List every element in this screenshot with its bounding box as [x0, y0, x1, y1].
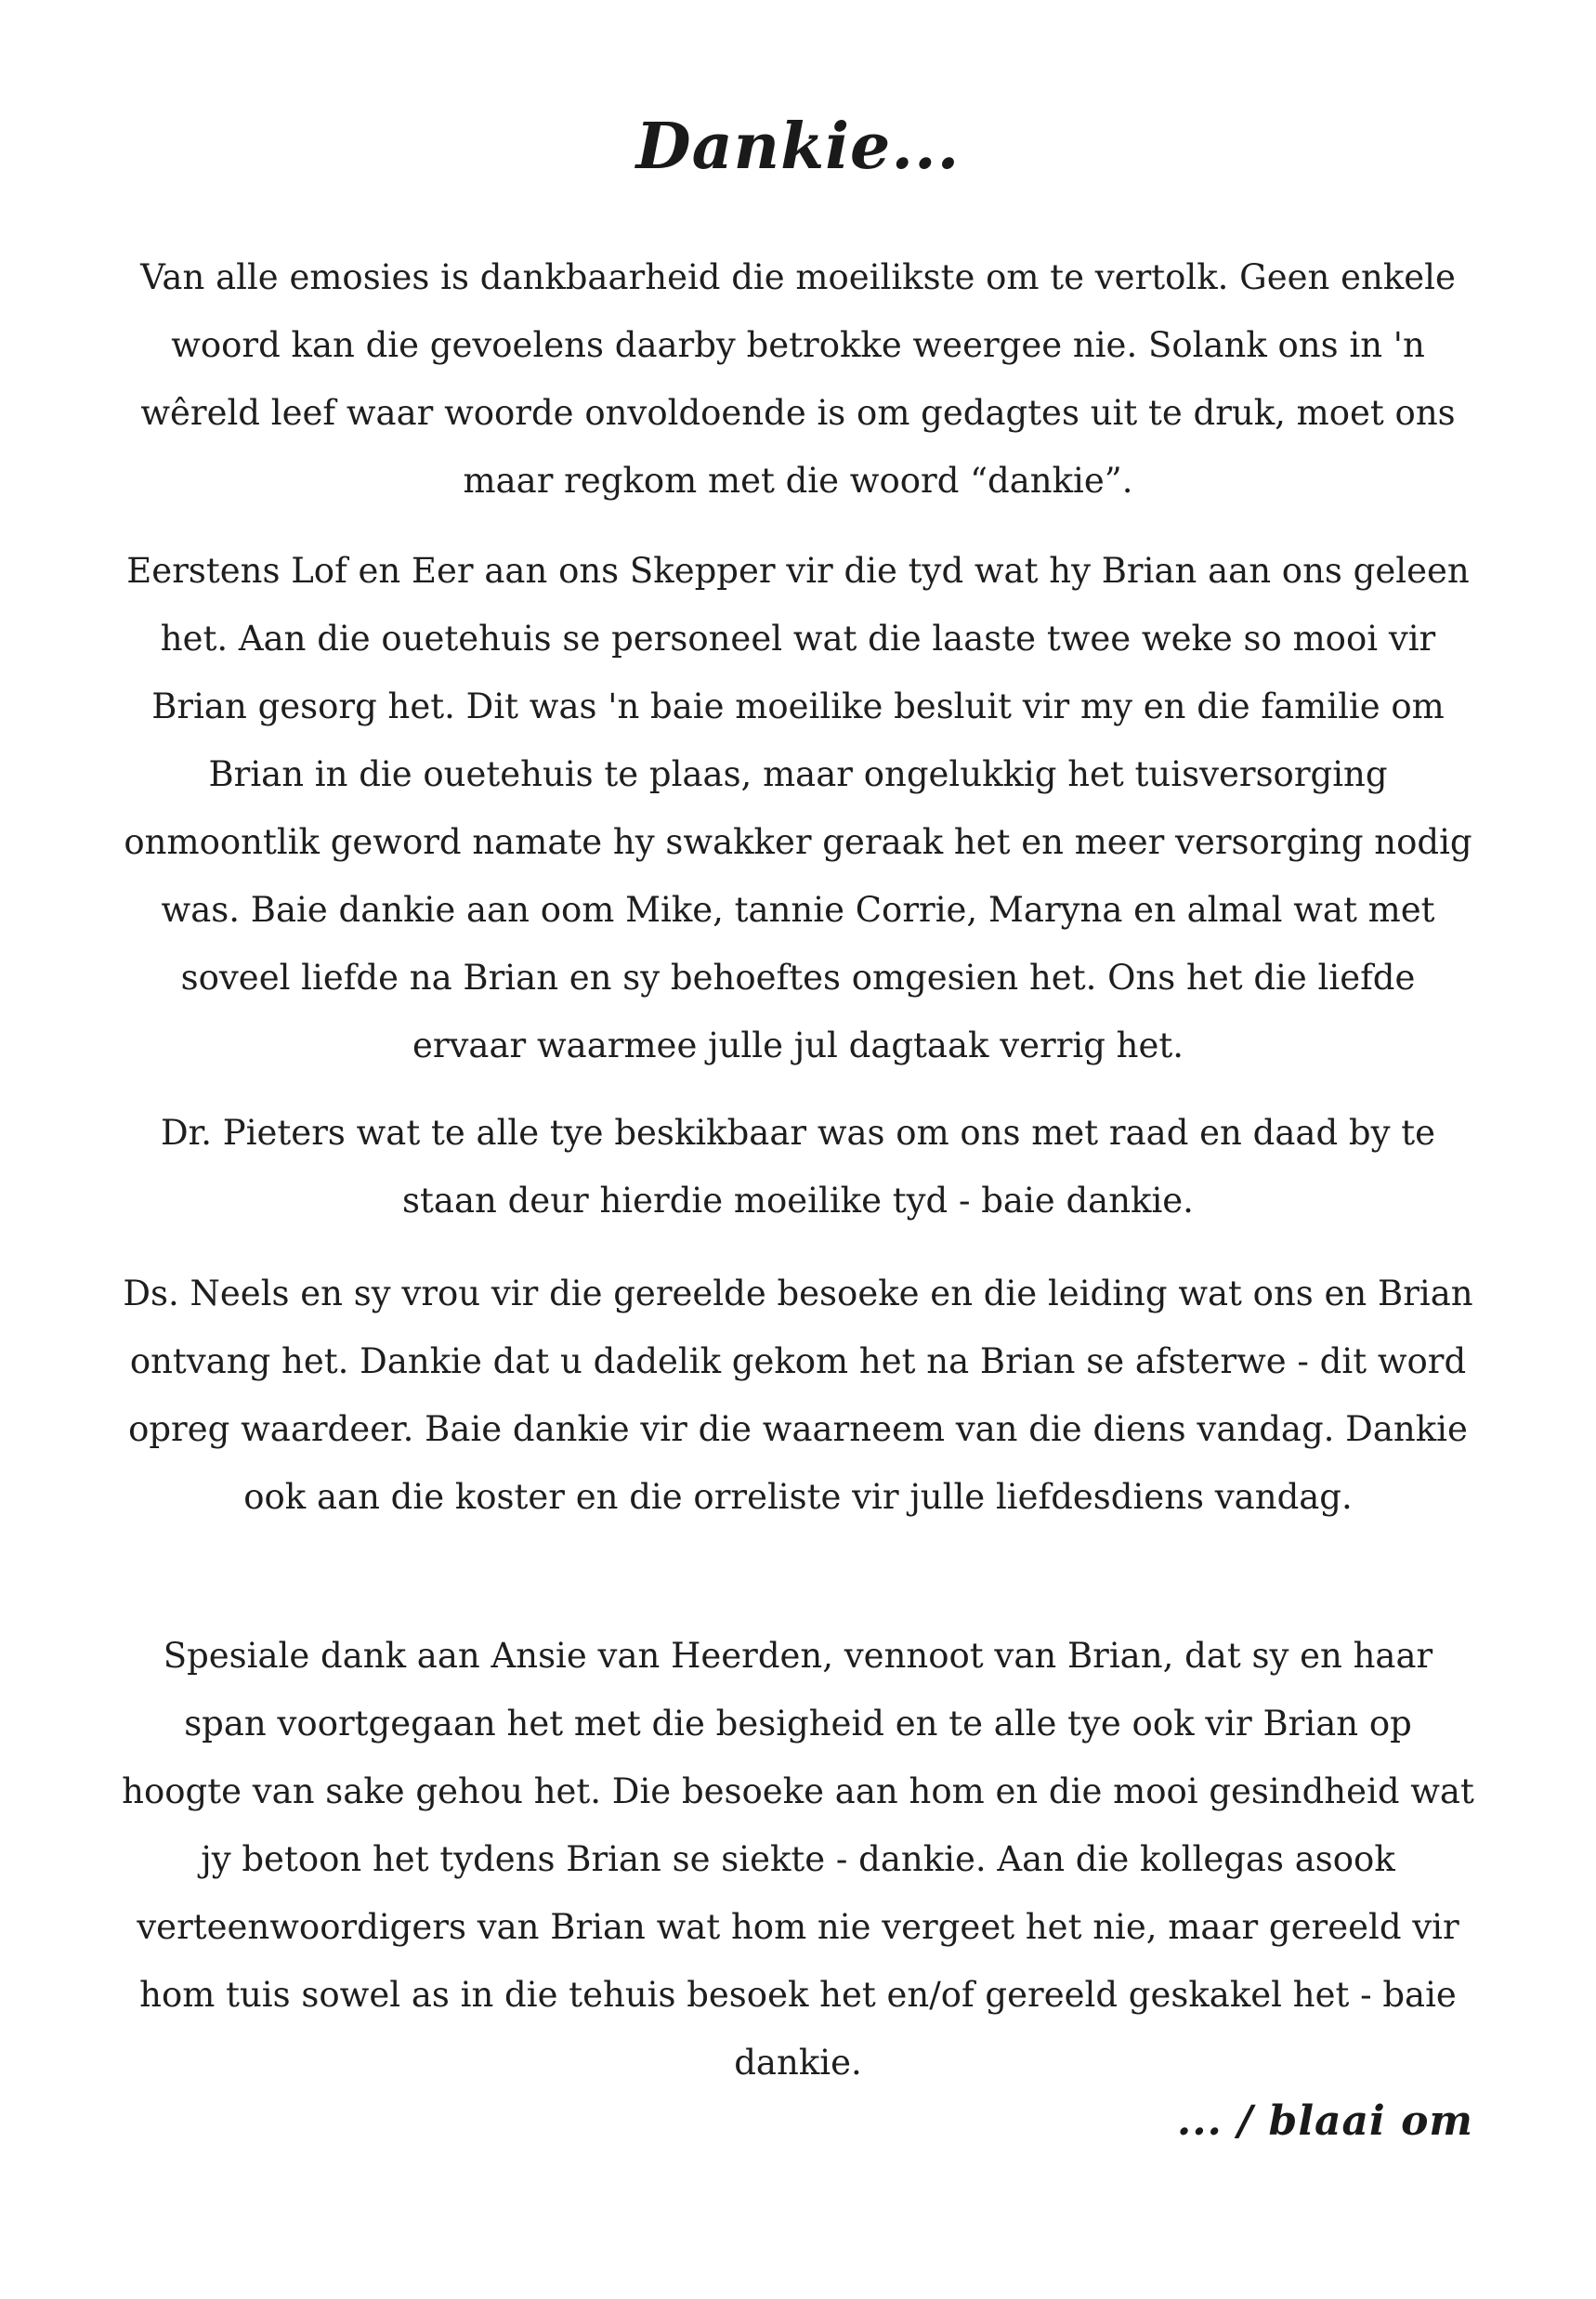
paragraph-intro: Van alle emosies is dankbaarheid die moeilikste om te vertolk. Geen enkele woord kan die gevoelens daarby betrokke weergee nie. Solank ons in 'n wêreld leef waar woorde onvoldoende is om gedagtes uit te druk, moet ons maar regkom met die woord “dankie”.: [140, 257, 1456, 501]
page-turn-note: ... / blaai om: [1176, 2097, 1473, 2145]
paragraph-dr-pieters: Dr. Pieters wat te alle tye beskikbaar was om ons met raad en daad by te staan deur hierdie moeilike tyd - baie dankie.: [161, 1113, 1435, 1221]
paragraph-ds-neels: Ds. Neels en sy vrou vir die gereelde besoeke en die leiding wat ons en Brian ontvang het. Dankie dat u dadelik gekom het na Brian se afsterwe - dit word opreg waardeer. Baie dankie vir die waarneem van die diens vandag. Dankie ook aan die koster en die orreliste vir julle liefdesdiens vandag.: [123, 1274, 1473, 1517]
page-title: Dankie...: [635, 110, 961, 184]
paragraph-ouetehuis: Eerstens Lof en Eer aan ons Skepper vir die tyd wat hy Brian aan ons geleen het. Aan die ouetehuis se personeel wat die laaste twee weke so mooi vir Brian gesorg het. Dit was 'n baie moeilike besluit vir my en die familie om Brian in die ouetehuis te plaas, maar ongelukkig het tuisversorging onmoontlik geword namate hy swakker geraak het en meer versorging nodig was. Baie dankie aan oom Mike, tannie Corrie, Maryna en almal wat met soveel liefde na Brian en sy behoeftes omgesien het. Ons het die liefde ervaar waarmee julle jul dagtaak verrig het.: [124, 551, 1472, 1065]
paragraph-ansie: Spesiale dank aan Ansie van Heerden, vennoot van Brian, dat sy en haar span voortgegaan het met die besigheid en te alle tye ook vir Brian op hoogte van sake gehou het. Die besoeke aan hom en die mooi gesindheid wat jy betoon het tydens Brian se siekte - dankie. Aan die kollegas asook verteenwoordigers van Brian wat hom nie vergeet het nie, maar gereeld vir hom tuis sowel as in die tehuis besoek het en/of gereeld geskakel het - baie dankie.: [122, 1636, 1474, 2083]
